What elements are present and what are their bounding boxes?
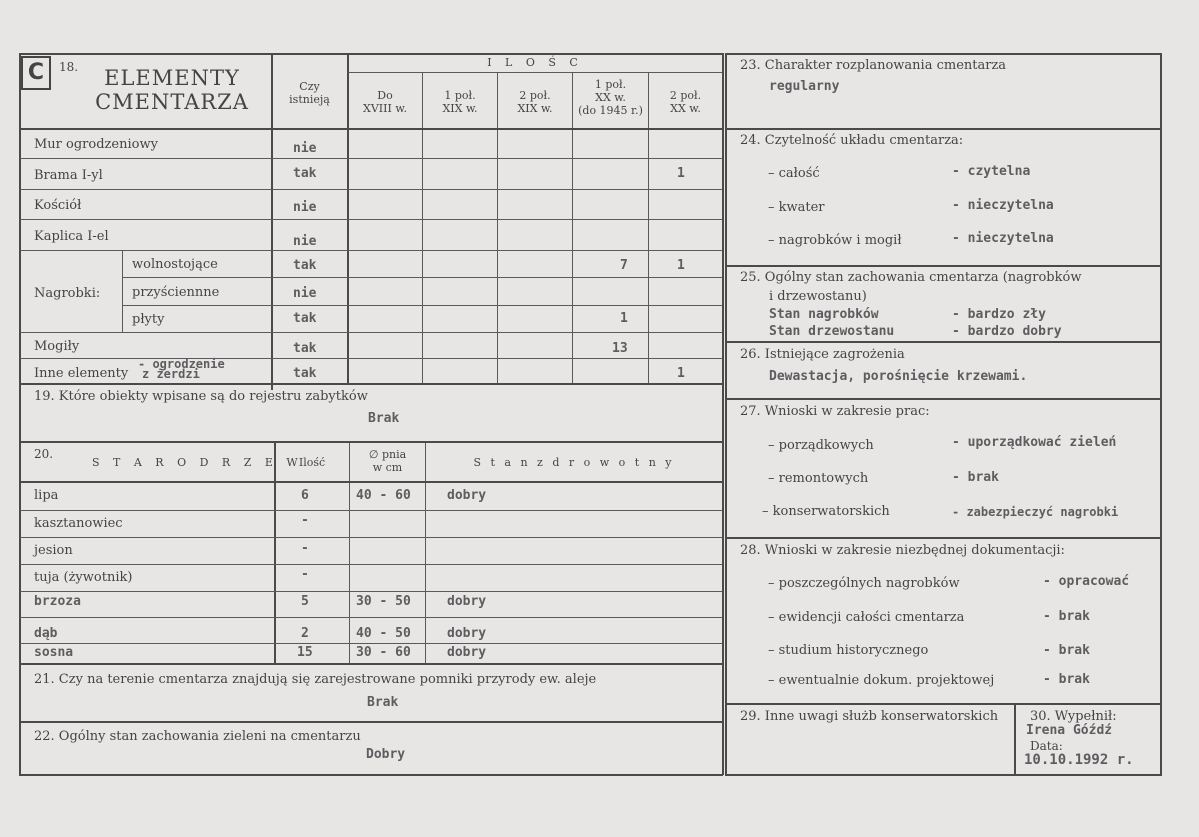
health-header: S t a n z d r o w o t n y <box>473 456 675 469</box>
tree-health-birch: dobry <box>447 594 487 609</box>
exists-slabs: tak <box>293 311 317 326</box>
qty-freestanding-1xx: 7 <box>620 258 628 273</box>
tree-diam-birch: 30 - 50 <box>356 594 411 609</box>
question-26: 26. Istniejące zagrożenia <box>740 347 905 362</box>
elements-title-line-2: CMENTARZA <box>95 90 249 114</box>
question-22: 22. Ogólny stan zachowania zieleni na cmentarzu <box>34 729 361 744</box>
tree-count-ash: - <box>301 541 309 556</box>
tree-count-birch: 5 <box>301 594 309 609</box>
question-28: 28. Wnioski w zakresie niezbędnej dokumentacji: <box>740 543 1065 558</box>
q28-label-project: – ewentualnie dokum. projektowej <box>768 673 995 688</box>
q27-value-conservation: - zabezpieczyć nagrobki <box>952 505 1119 519</box>
exists-mounds: tak <box>293 341 317 356</box>
row-label-gate: Brama I-yl <box>34 168 103 183</box>
q27-value-cleanup: - uporządkować zieleń <box>952 435 1117 450</box>
tree-name-linden: lipa <box>34 488 59 503</box>
tree-name-oak: dąb <box>34 626 58 641</box>
question-23: 23. Charakter rozplanowania cmentarza <box>740 58 1007 73</box>
tree-name-birch: brzoza <box>34 594 81 609</box>
q28-value-records: - brak <box>1043 609 1090 624</box>
section-letter-box: C <box>21 56 51 90</box>
answer-23: regularny <box>769 79 840 94</box>
tree-diam-linden: 40 - 60 <box>356 488 411 503</box>
question-29: 29. Inne uwagi służb konserwatorskich <box>740 709 999 724</box>
q24-label-graves: – nagrobków i mogił <box>768 233 902 248</box>
other-detail-1: - ogrodzenie <box>138 357 225 371</box>
q28-label-records: – ewidencji całości cmentarza <box>768 610 965 625</box>
q24-value-whole: - czytelna <box>952 164 1031 179</box>
q24-label-whole: – całość <box>768 166 820 181</box>
exists-wall-mounted: nie <box>293 286 317 301</box>
question-19: 19. Które obiekty wpisane są do rejestru zabytków <box>34 389 368 404</box>
tree-count-header: Ilość <box>298 456 326 469</box>
quantity-header: I L O Ś C <box>487 56 583 69</box>
question-24: 24. Czytelność układu cmentarza: <box>740 133 964 148</box>
qty-other-2xx: 1 <box>677 366 685 381</box>
q25-value-graves: - bardzo zły <box>952 307 1046 322</box>
tree-count-pine: 15 <box>297 645 313 660</box>
q25-label-trees: Stan drzewostanu <box>769 324 895 339</box>
question-21: 21. Czy na terenie cmentarza znajdują się zarejestrowane pomniki przyrody ew. aleje <box>34 672 597 687</box>
period-1-xix: 1 poł. XIX w. <box>442 89 478 115</box>
tree-health-oak: dobry <box>447 626 487 641</box>
qty-slabs-1xx: 1 <box>620 311 628 326</box>
filled-date: 10.10.1992 r. <box>1024 752 1134 768</box>
question-27: 27. Wnioski w zakresie prac: <box>740 404 930 419</box>
tree-count-linden: 6 <box>301 488 309 503</box>
row-label-graves-group: Nagrobki: <box>34 286 101 301</box>
q24-label-quarters: – kwater <box>768 200 825 215</box>
answer-19: Brak <box>368 411 400 426</box>
other-detail-2: z żerdzi <box>142 367 200 381</box>
q25-value-trees: - bardzo dobry <box>952 324 1062 339</box>
trunk-diameter-header: ∅ pnia w cm <box>368 448 407 474</box>
question-25-line-2: i drzewostanu) <box>769 289 867 304</box>
qty-gate-2xx: 1 <box>677 166 685 181</box>
q28-value-graves: - opracować <box>1043 574 1130 589</box>
elements-title-line-1: ELEMENTY <box>104 66 240 90</box>
answer-21: Brak <box>367 695 399 710</box>
field-number-18: 18. <box>59 60 79 74</box>
row-label-church: Kościół <box>34 198 82 213</box>
field-number-20: 20. <box>34 447 54 461</box>
question-25-line-1: 25. Ogólny stan zachowania cmentarza (nagrobków <box>740 270 1082 285</box>
period-2-xix: 2 poł. XIX w. <box>517 89 553 115</box>
filled-by-name: Irena Góźdź <box>1026 723 1113 738</box>
tree-diam-pine: 30 - 60 <box>356 645 411 660</box>
q24-value-graves: - nieczytelna <box>952 231 1054 246</box>
tree-count-thuja: - <box>301 567 309 582</box>
tree-count-oak: 2 <box>301 626 309 641</box>
elements-title <box>72 66 272 114</box>
row-label-freestanding: wolnostojące <box>132 257 218 272</box>
row-label-wall-mounted: przyściennne <box>132 285 220 300</box>
row-label-chapel: Kaplica I-el <box>34 229 109 244</box>
period-xviii: Do XVIII w. <box>363 89 407 115</box>
tree-diam-oak: 40 - 50 <box>356 626 411 641</box>
tree-count-chestnut: - <box>301 513 309 528</box>
row-label-wall: Mur ogrodzeniowy <box>34 137 158 152</box>
exists-freestanding: tak <box>293 258 317 273</box>
period-1-xx: 1 poł. XX w. (do 1945 r.) <box>578 78 643 117</box>
date-label: Data: <box>1030 739 1063 753</box>
exists-wall: nie <box>293 141 317 156</box>
q28-value-project: - brak <box>1043 672 1090 687</box>
q28-label-graves: – poszczególnych nagrobków <box>768 576 960 591</box>
row-label-other: Inne elementy <box>34 366 129 381</box>
q27-value-repair: - brak <box>952 470 999 485</box>
tree-health-linden: dobry <box>447 488 487 503</box>
exists-chapel: nie <box>293 234 317 249</box>
qty-mounds-1xx: 13 <box>612 341 628 356</box>
old-trees-header: S T A R O D R Z E W <box>92 456 303 469</box>
exists-header: Czy istnieją <box>289 80 330 106</box>
answer-26: Dewastacja, porośnięcie krzewami. <box>769 369 1028 384</box>
row-label-slabs: płyty <box>132 312 165 327</box>
tree-name-thuja: tuja (żywotnik) <box>34 570 133 585</box>
q27-label-repair: – remontowych <box>768 471 869 486</box>
period-2-xx: 2 poł. XX w. <box>669 89 702 115</box>
tree-name-chestnut: kasztanowiec <box>34 516 123 531</box>
tree-health-pine: dobry <box>447 645 487 660</box>
q28-value-history: - brak <box>1043 643 1090 658</box>
q25-label-graves: Stan nagrobków <box>769 307 879 322</box>
q24-value-quarters: - nieczytelna <box>952 198 1054 213</box>
row-label-mounds: Mogiły <box>34 339 80 354</box>
question-30: 30. Wypełnił: <box>1030 709 1117 724</box>
q28-label-history: – studium historycznego <box>768 643 929 658</box>
qty-freestanding-2xx: 1 <box>677 258 685 273</box>
tree-name-pine: sosna <box>34 645 74 660</box>
q27-label-cleanup: – porządkowych <box>768 438 874 453</box>
answer-22: Dobry <box>366 747 406 762</box>
exists-church: nie <box>293 200 317 215</box>
tree-name-ash: jesion <box>34 543 73 558</box>
q27-label-conservation: – konserwatorskich <box>762 504 890 519</box>
exists-other: tak <box>293 366 317 381</box>
exists-gate: tak <box>293 166 317 181</box>
